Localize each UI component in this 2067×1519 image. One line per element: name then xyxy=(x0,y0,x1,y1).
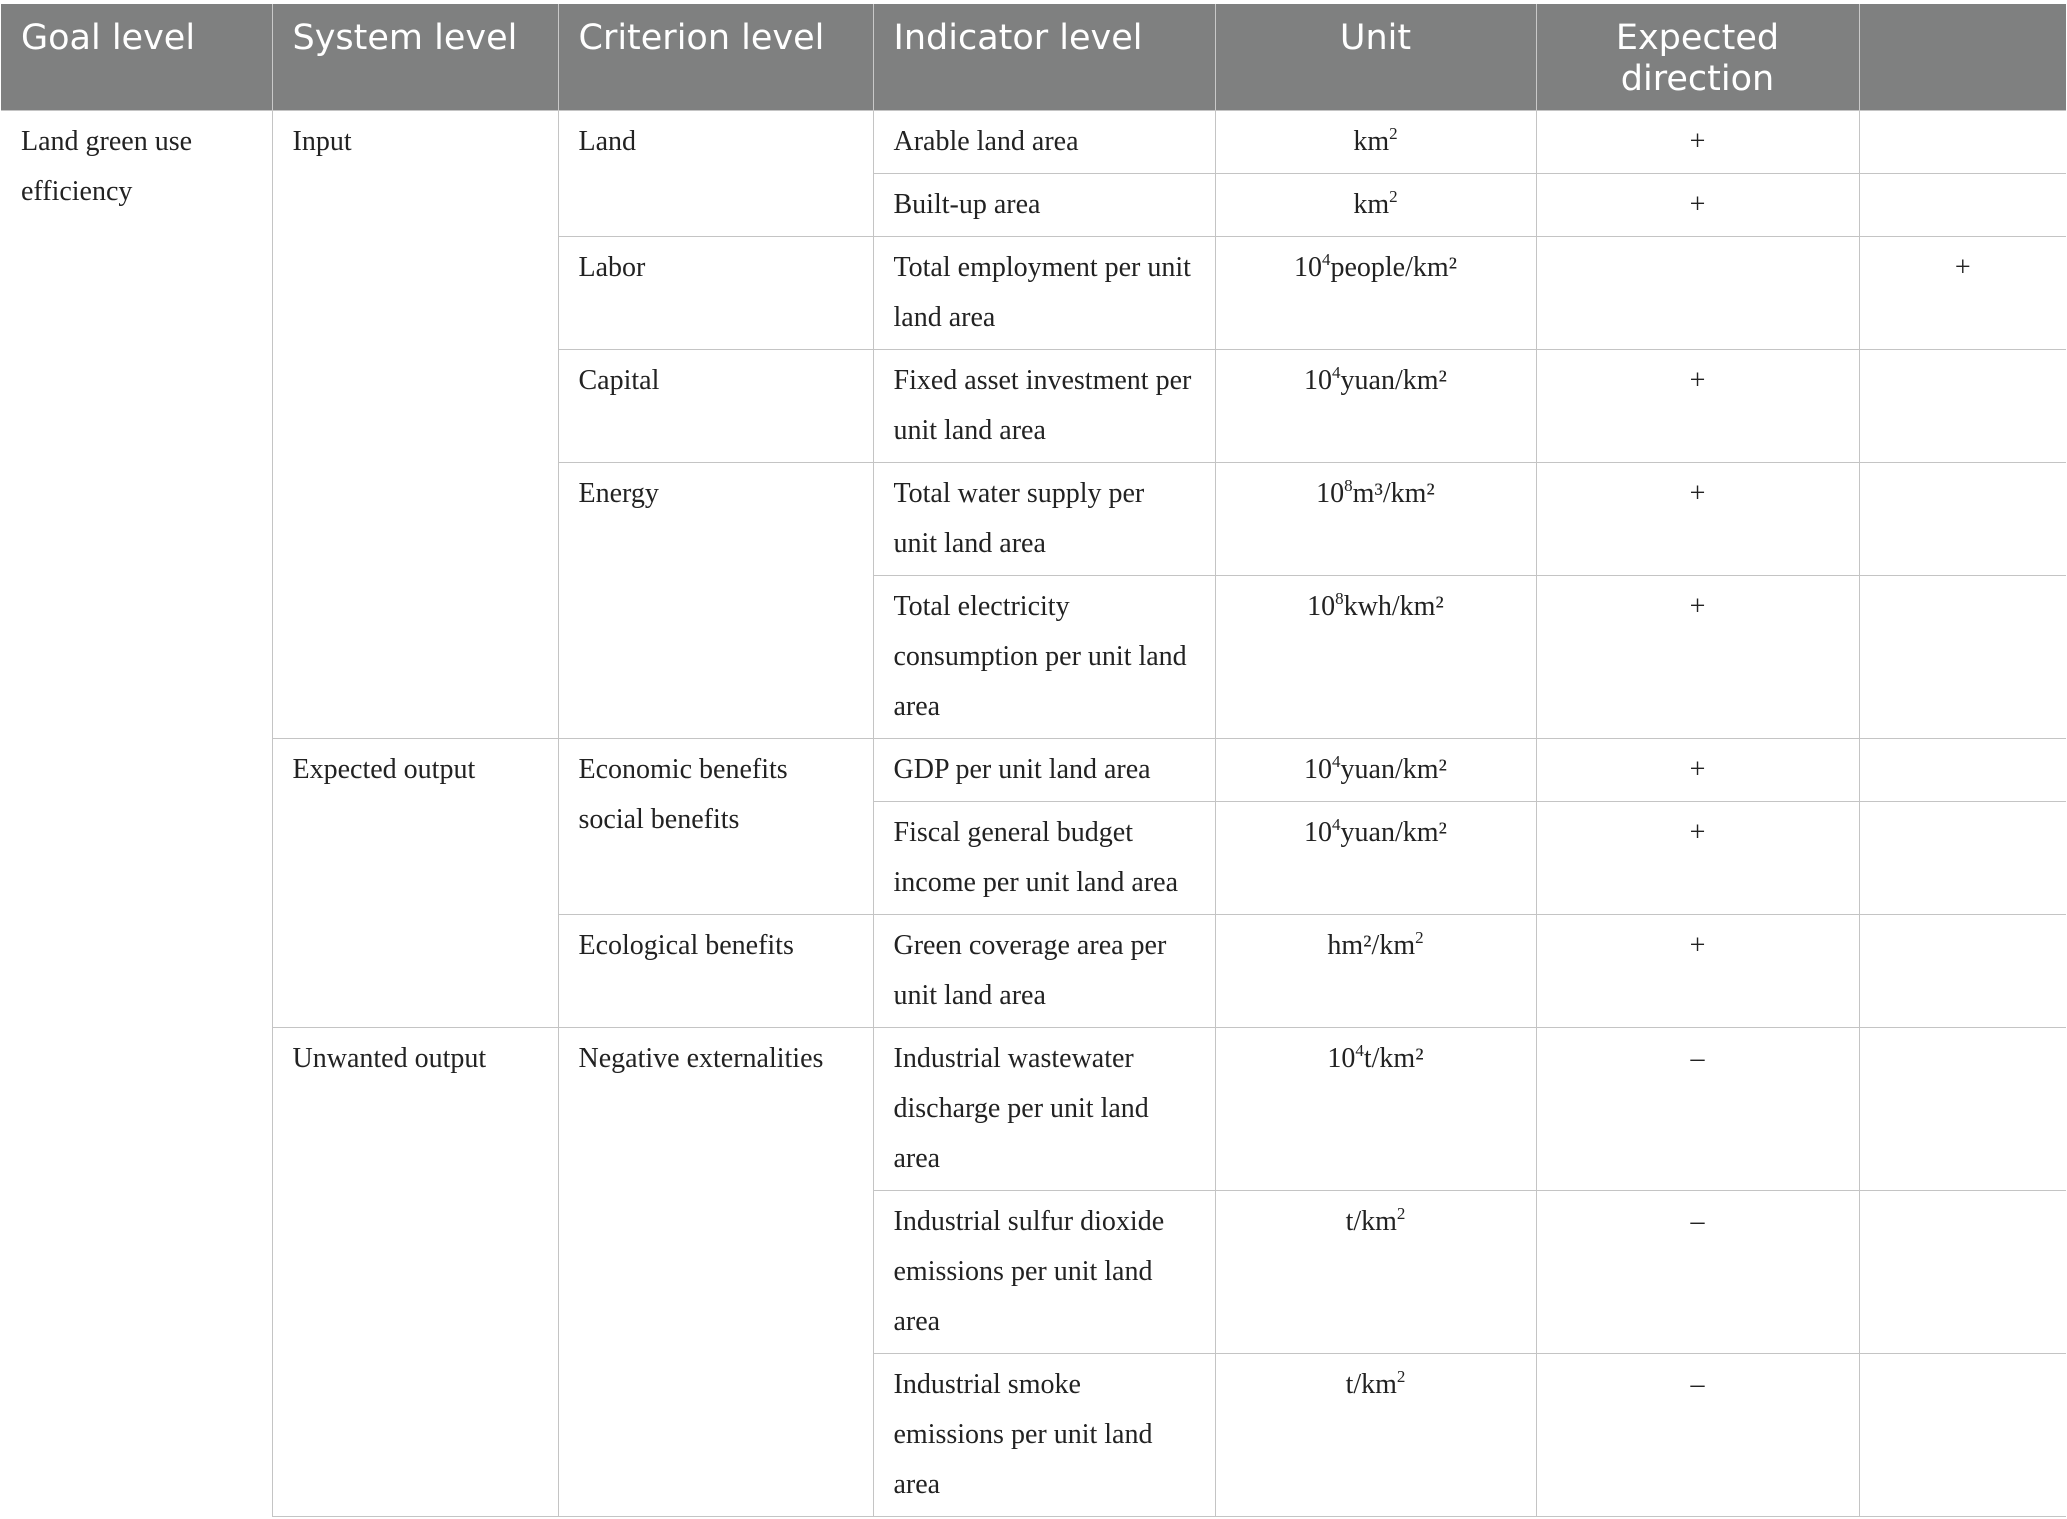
unit-cell: $10^8kwh$/km² xyxy=(1215,575,1536,738)
direction-cell: – xyxy=(1536,1190,1859,1353)
header-goal-level: Goal level xyxy=(1,4,272,110)
direction-cell: + xyxy=(1536,173,1859,236)
system-cell-unwanted-output: Unwanted output xyxy=(272,1027,558,1516)
criterion-cell-negative-externalities: Negative externalities xyxy=(558,1027,873,1516)
direction-cell: + xyxy=(1536,462,1859,575)
criterion-cell-economic-social: Economic benefits social benefits xyxy=(558,738,873,914)
criterion-cell-labor: Labor xyxy=(558,236,873,349)
direction-cell: – xyxy=(1536,1353,1859,1516)
direction-cell: + xyxy=(1536,349,1859,462)
criterion-cell-ecological: Ecological benefits xyxy=(558,914,873,1027)
header-indicator-level: Indicator level xyxy=(873,4,1215,110)
indicator-cell: Green coverage area per unit land area xyxy=(873,914,1215,1027)
extra-cell xyxy=(1859,575,2066,738)
table-row xyxy=(1,110,2066,173)
indicator-cell: Industrial wastewater discharge per unit land area xyxy=(873,1027,1215,1190)
extra-cell xyxy=(1859,462,2066,575)
indicator-cell: GDP per unit land area xyxy=(873,738,1215,801)
header-expected-direction: Expected direction xyxy=(1536,4,1859,110)
table-row xyxy=(1,738,2066,801)
direction-cell: + xyxy=(1536,801,1859,914)
unit-cell: $km^2$ xyxy=(1215,110,1536,173)
goal-cell: Land green use efficiency xyxy=(1,110,272,1516)
unit-cell: $10^8m^3$/km² xyxy=(1215,462,1536,575)
extra-cell xyxy=(1859,349,2066,462)
indicator-cell: Industrial sulfur dioxide emissions per unit land area xyxy=(873,1190,1215,1353)
extra-cell xyxy=(1859,110,2066,173)
table-row xyxy=(1,1027,2066,1190)
header-blank xyxy=(1859,4,2066,110)
indicator-cell: Arable land area xyxy=(873,110,1215,173)
extra-cell xyxy=(1859,1027,2066,1190)
direction-cell: + xyxy=(1536,575,1859,738)
unit-cell: $10^4yuan$/km² xyxy=(1215,349,1536,462)
unit-cell: $t/km^2$ xyxy=(1215,1353,1536,1516)
indicator-cell: Built-up area xyxy=(873,173,1215,236)
header-system-level: System level xyxy=(272,4,558,110)
indicator-cell: Total water supply per unit land area xyxy=(873,462,1215,575)
unit-cell: hm²/$km^2$ xyxy=(1215,914,1536,1027)
extra-cell xyxy=(1859,1353,2066,1516)
direction-cell: + xyxy=(1536,914,1859,1027)
unit-cell: $t/km^2$ xyxy=(1215,1190,1536,1353)
extra-cell xyxy=(1859,173,2066,236)
unit-cell: $10^4people$/km² xyxy=(1215,236,1536,349)
extra-cell xyxy=(1859,801,2066,914)
direction-cell xyxy=(1536,236,1859,349)
system-cell-expected-output: Expected output xyxy=(272,738,558,1027)
header-unit: Unit xyxy=(1215,4,1536,110)
indicator-cell: Total employment per unit land area xyxy=(873,236,1215,349)
system-cell-input: Input xyxy=(272,110,558,738)
extra-cell xyxy=(1859,738,2066,801)
unit-cell: $10^4yuan$/km² xyxy=(1215,801,1536,914)
indicator-cell: Fiscal general budget income per unit land area xyxy=(873,801,1215,914)
direction-cell: + xyxy=(1536,110,1859,173)
extra-cell xyxy=(1859,914,2066,1027)
indicator-cell: Fixed asset investment per unit land area xyxy=(873,349,1215,462)
extra-cell xyxy=(1859,1190,2066,1353)
criterion-cell-energy: Energy xyxy=(558,462,873,738)
indicator-cell: Industrial smoke emissions per unit land area xyxy=(873,1353,1215,1516)
header-row xyxy=(1,4,2066,110)
indicator-system-table xyxy=(1,4,2066,1517)
unit-cell: $10^4yuan$/km² xyxy=(1215,738,1536,801)
criterion-cell-land: Land xyxy=(558,110,873,236)
extra-cell: + xyxy=(1859,236,2066,349)
header-criterion-level: Criterion level xyxy=(558,4,873,110)
unit-cell: $10^4t$/km² xyxy=(1215,1027,1536,1190)
unit-cell: $km^2$ xyxy=(1215,173,1536,236)
direction-cell: – xyxy=(1536,1027,1859,1190)
indicator-cell: Total electricity consumption per unit land area xyxy=(873,575,1215,738)
criterion-cell-capital: Capital xyxy=(558,349,873,462)
direction-cell: + xyxy=(1536,738,1859,801)
